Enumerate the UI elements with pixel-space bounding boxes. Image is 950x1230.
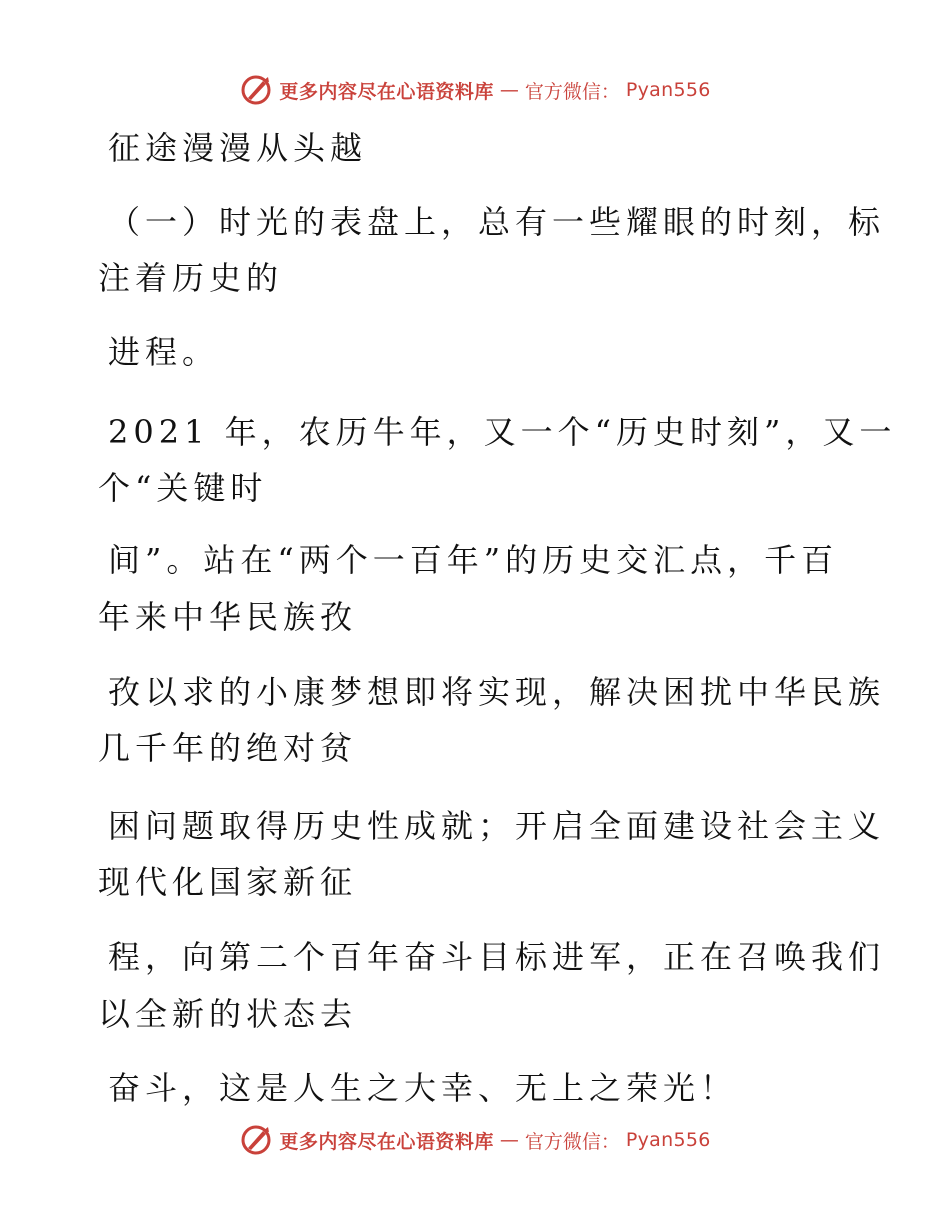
footer-watermark — [0, 1120, 950, 1160]
text-line: 几千年的绝对贫 — [98, 729, 358, 767]
quill-seal-icon — [239, 1123, 273, 1157]
watermark-wechat-id: Pyan556 — [625, 79, 711, 101]
text-line: 年来中华民族孜 — [98, 598, 358, 636]
text-line: 现代化国家新征 — [98, 863, 358, 901]
text-line: 程，向第二个百年奋斗目标进军，正在召唤我们 — [108, 938, 886, 976]
watermark-dash: — — [499, 1129, 519, 1151]
text-line: 个“关键时 — [98, 469, 268, 507]
text-line: 注着历史的 — [98, 259, 284, 297]
document-title: 征途漫漫从头越 — [108, 129, 368, 167]
text-line: 孜以求的小康梦想即将实现，解决困扰中华民族 — [108, 673, 886, 711]
text-line: 间”。站在“两个一百年”的历史交汇点，千百 — [108, 541, 839, 579]
text-line: 以全新的状态去 — [98, 995, 358, 1033]
text-line: 2021 年，农历牛年，又一个“历史时刻”，又一 — [108, 413, 897, 451]
watermark-wechat-label: 官方微信： — [524, 80, 620, 103]
watermark-brand-text: 更多内容尽在心语资料库 — [279, 1130, 494, 1153]
text-line: 进程。 — [108, 333, 220, 371]
watermark-brand-text: 更多内容尽在心语资料库 — [279, 80, 494, 103]
watermark-dash: — — [499, 79, 519, 101]
text-line: 奋斗，这是人生之大幸、无上之荣光！ — [108, 1069, 738, 1107]
text-line: 困问题取得历史性成就；开启全面建设社会主义 — [108, 807, 886, 845]
text-line: （一）时光的表盘上，总有一些耀眼的时刻，标 — [108, 203, 886, 241]
watermark-wechat-id: Pyan556 — [625, 1129, 711, 1151]
watermark-wechat-label: 官方微信： — [524, 1130, 620, 1153]
